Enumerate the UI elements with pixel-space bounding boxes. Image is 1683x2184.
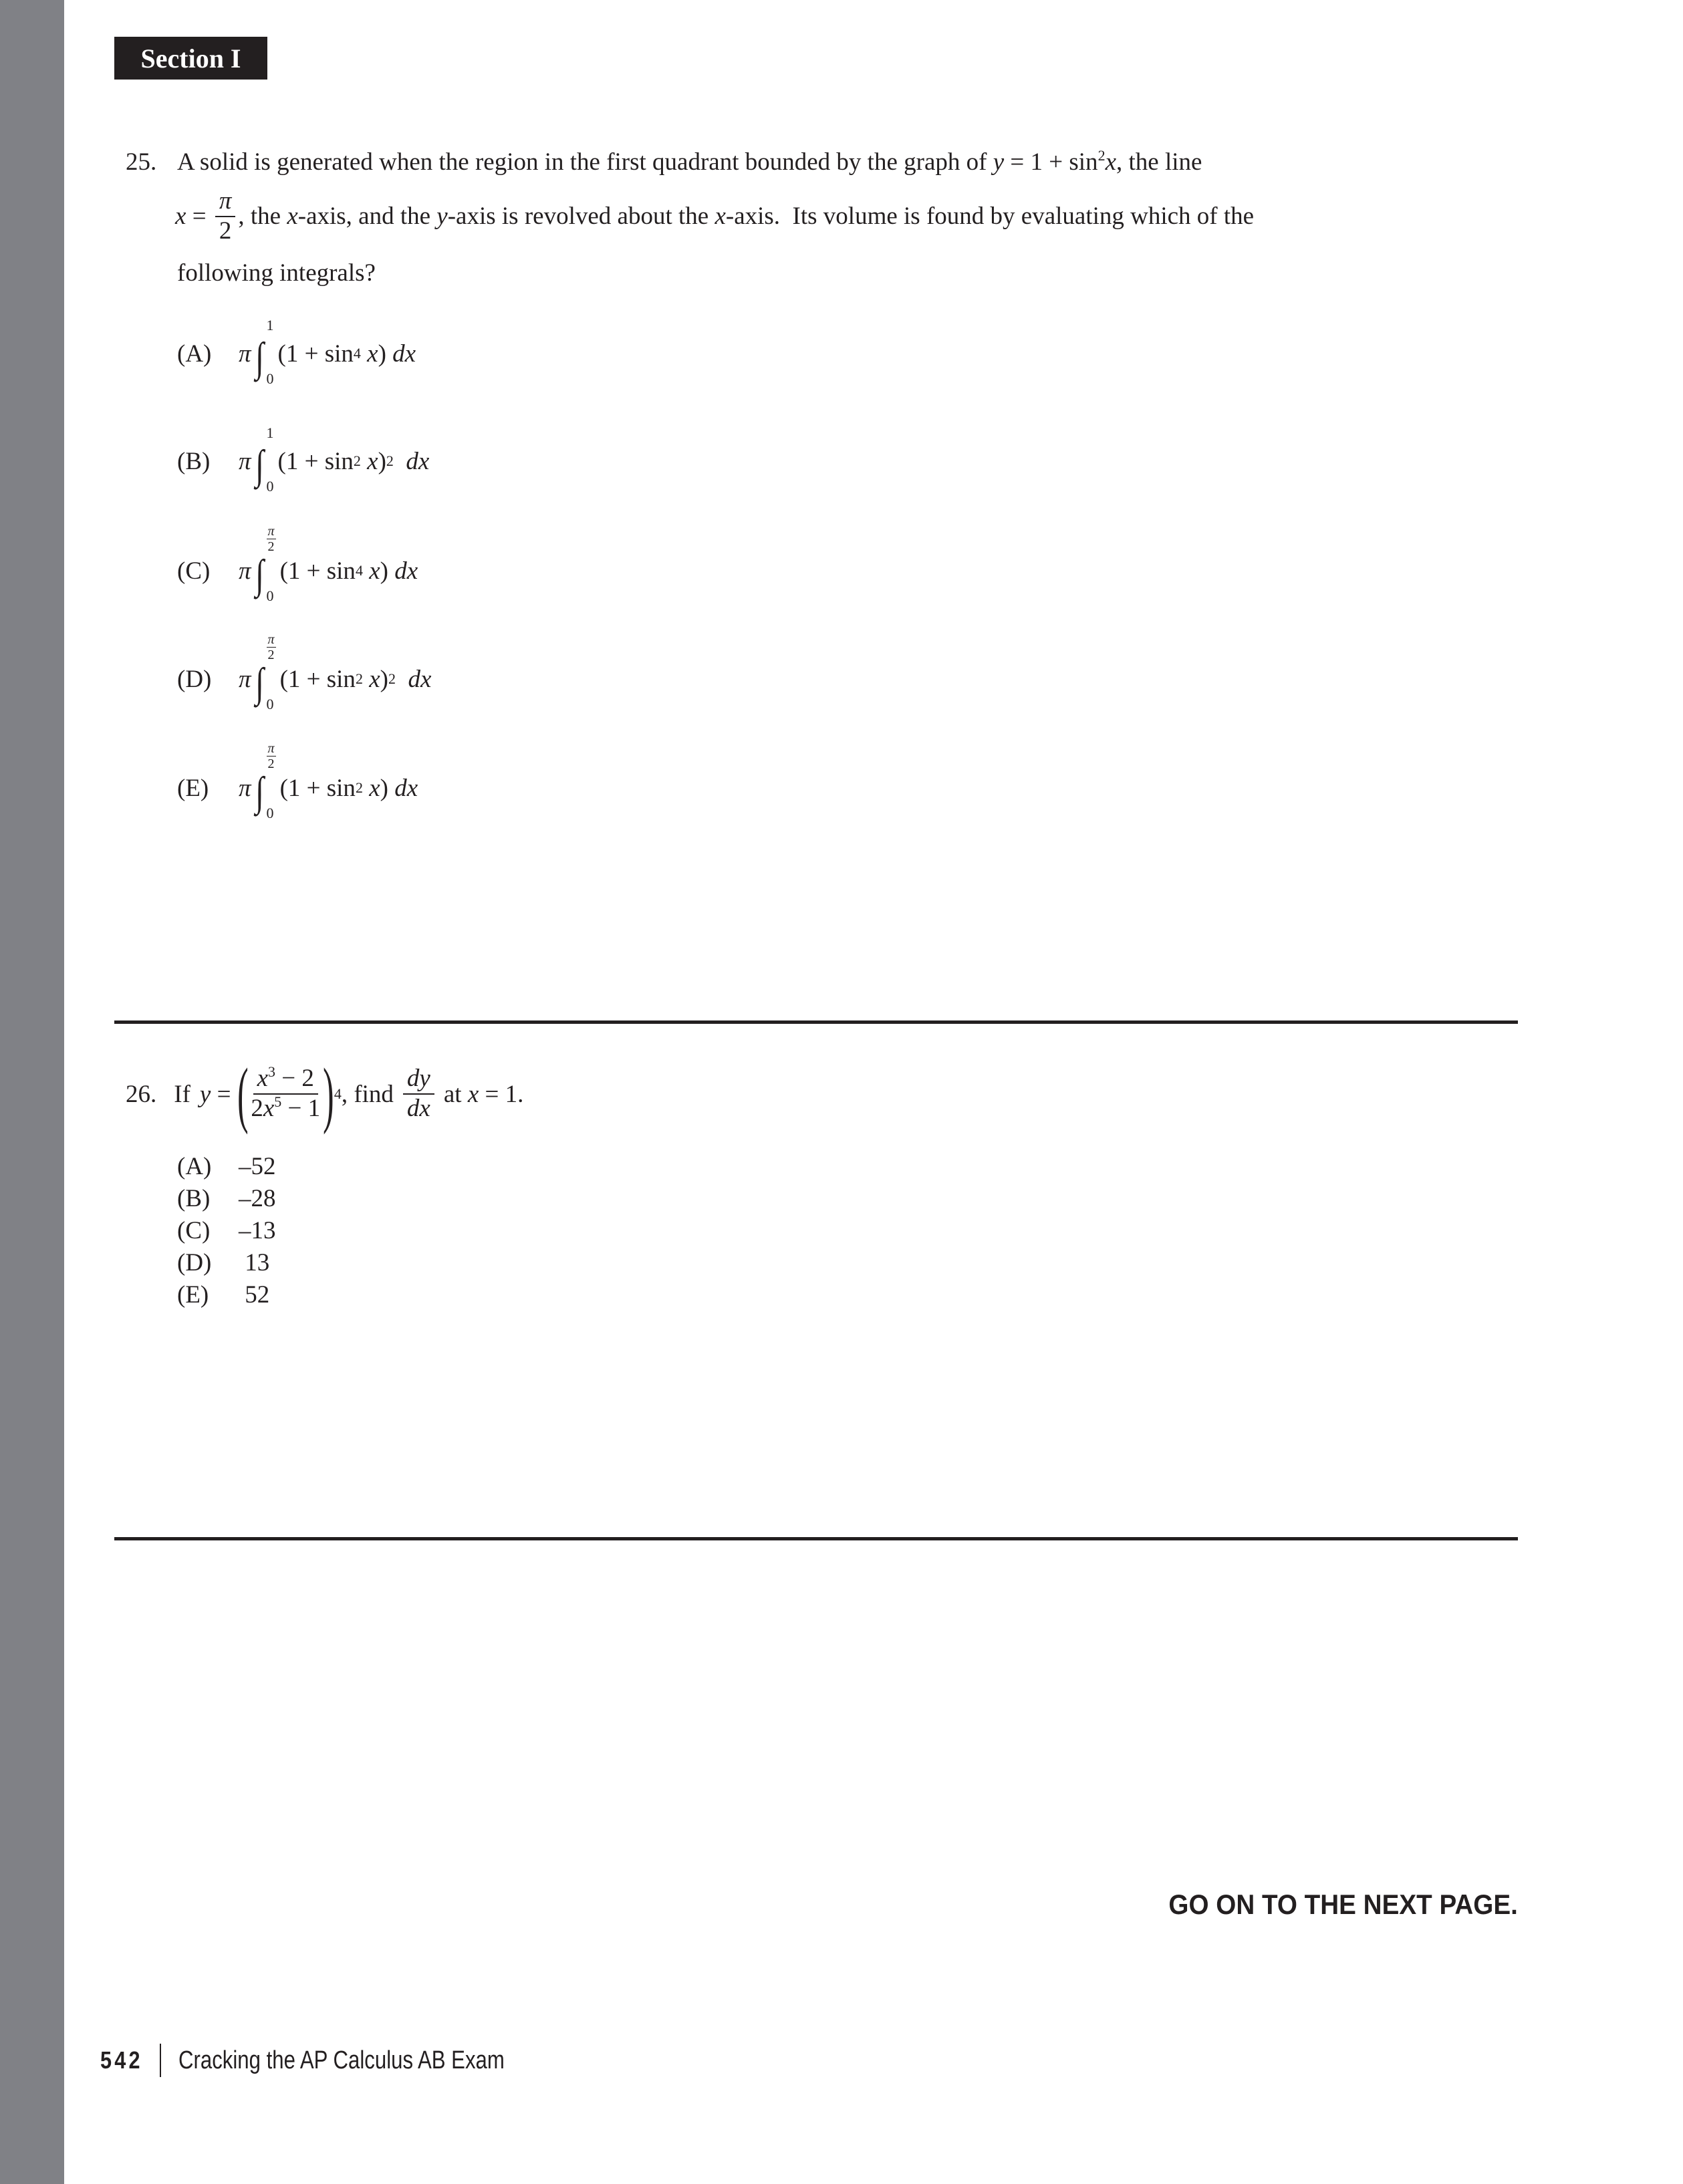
integral-sign-icon: ∫: [255, 660, 264, 706]
integral: ∫ $\frac{\pi}{2}$ 0: [255, 524, 275, 604]
answer-choice-e[interactable]: (E) 52: [177, 1281, 270, 1309]
fraction-rational: $\frac{x^3 - 2}{2x^5 - 1}$: [251, 1063, 321, 1122]
section-label: [114, 37, 267, 80]
derivative-dy-dx: $\frac{dy}{dx}$: [403, 1066, 434, 1122]
integral-sign-icon: ∫: [255, 442, 264, 488]
left-paren-icon: (: [237, 1053, 249, 1135]
answer-choice-c[interactable]: (C) –13: [177, 1217, 276, 1244]
integral: ∫ 1 0: [255, 424, 274, 495]
question-number: 25.: [126, 148, 157, 176]
integral-sign-icon: ∫: [255, 769, 264, 815]
answer-choice-b[interactable]: (B) π ∫ 1 0 (1 + sin 2 x ) 2 dx: [177, 424, 430, 495]
answer-choice-a[interactable]: (A) –52: [177, 1153, 276, 1180]
question-divider: [114, 1020, 1518, 1024]
section-label-text: Section I: [140, 43, 241, 74]
footer-divider: [160, 2044, 161, 2077]
integral: ∫ $\frac{\pi}{2}$ 0: [255, 741, 275, 821]
answer-choice-d[interactable]: (D) π ∫ $\frac{\pi}{2}$ 0 (1 + sin 2 x ) 2 dx: [177, 632, 432, 712]
book-title: Cracking the AP Calculus AB Exam: [178, 2046, 505, 2074]
question-divider: [114, 1537, 1518, 1540]
right-paren-icon: ): [323, 1053, 334, 1135]
integral: ∫ $\frac{\pi}{2}$ 0: [255, 632, 275, 712]
question-text-line-2: x = $\frac{\pi}{2}$ , the x-axis, and the y-axis is revolved about the x-axis. Its volume is found by evaluating which of the: [175, 187, 1255, 245]
question-text-line-1: A solid is generated when the region in the first quadrant bounded by the graph of $y = 1 + \sin^2x$, the line: [177, 147, 1202, 176]
answer-choice-e[interactable]: (E) π ∫ $\frac{\pi}{2}$ 0 (1 + sin 2 x ) dx: [177, 741, 418, 821]
answer-choice-d[interactable]: (D) 13: [177, 1249, 270, 1276]
answer-choices: [177, 1151, 276, 1311]
answer-choice-b[interactable]: (B) –28: [177, 1185, 276, 1212]
fraction-pi-over-2: $\frac{\pi}{2}$: [215, 188, 236, 245]
question-text: 26. If y = ( $\frac{x^3 - 2}{2x^5 - 1}$ ) 4 , find $\frac{dy}{dx}$ at x = 1.: [126, 1053, 524, 1135]
integral: ∫ 1 0: [255, 317, 274, 387]
page-number: 542: [100, 2046, 143, 2074]
go-on-next-page: GO ON TO THE NEXT PAGE.: [1168, 1889, 1518, 1920]
answer-choice-a[interactable]: (A) π ∫ 1 0 (1 + sin 4 x ) dx: [177, 317, 416, 387]
page-footer: [100, 2044, 576, 2077]
question-text-line-3: following integrals?: [177, 259, 376, 287]
answer-choice-c[interactable]: (C) π ∫ $\frac{\pi}{2}$ 0 (1 + sin 4 x ) dx: [177, 524, 418, 604]
integral-sign-icon: ∫: [255, 335, 264, 380]
page-margin-bar: [0, 0, 64, 2184]
integral-sign-icon: ∫: [255, 552, 264, 597]
